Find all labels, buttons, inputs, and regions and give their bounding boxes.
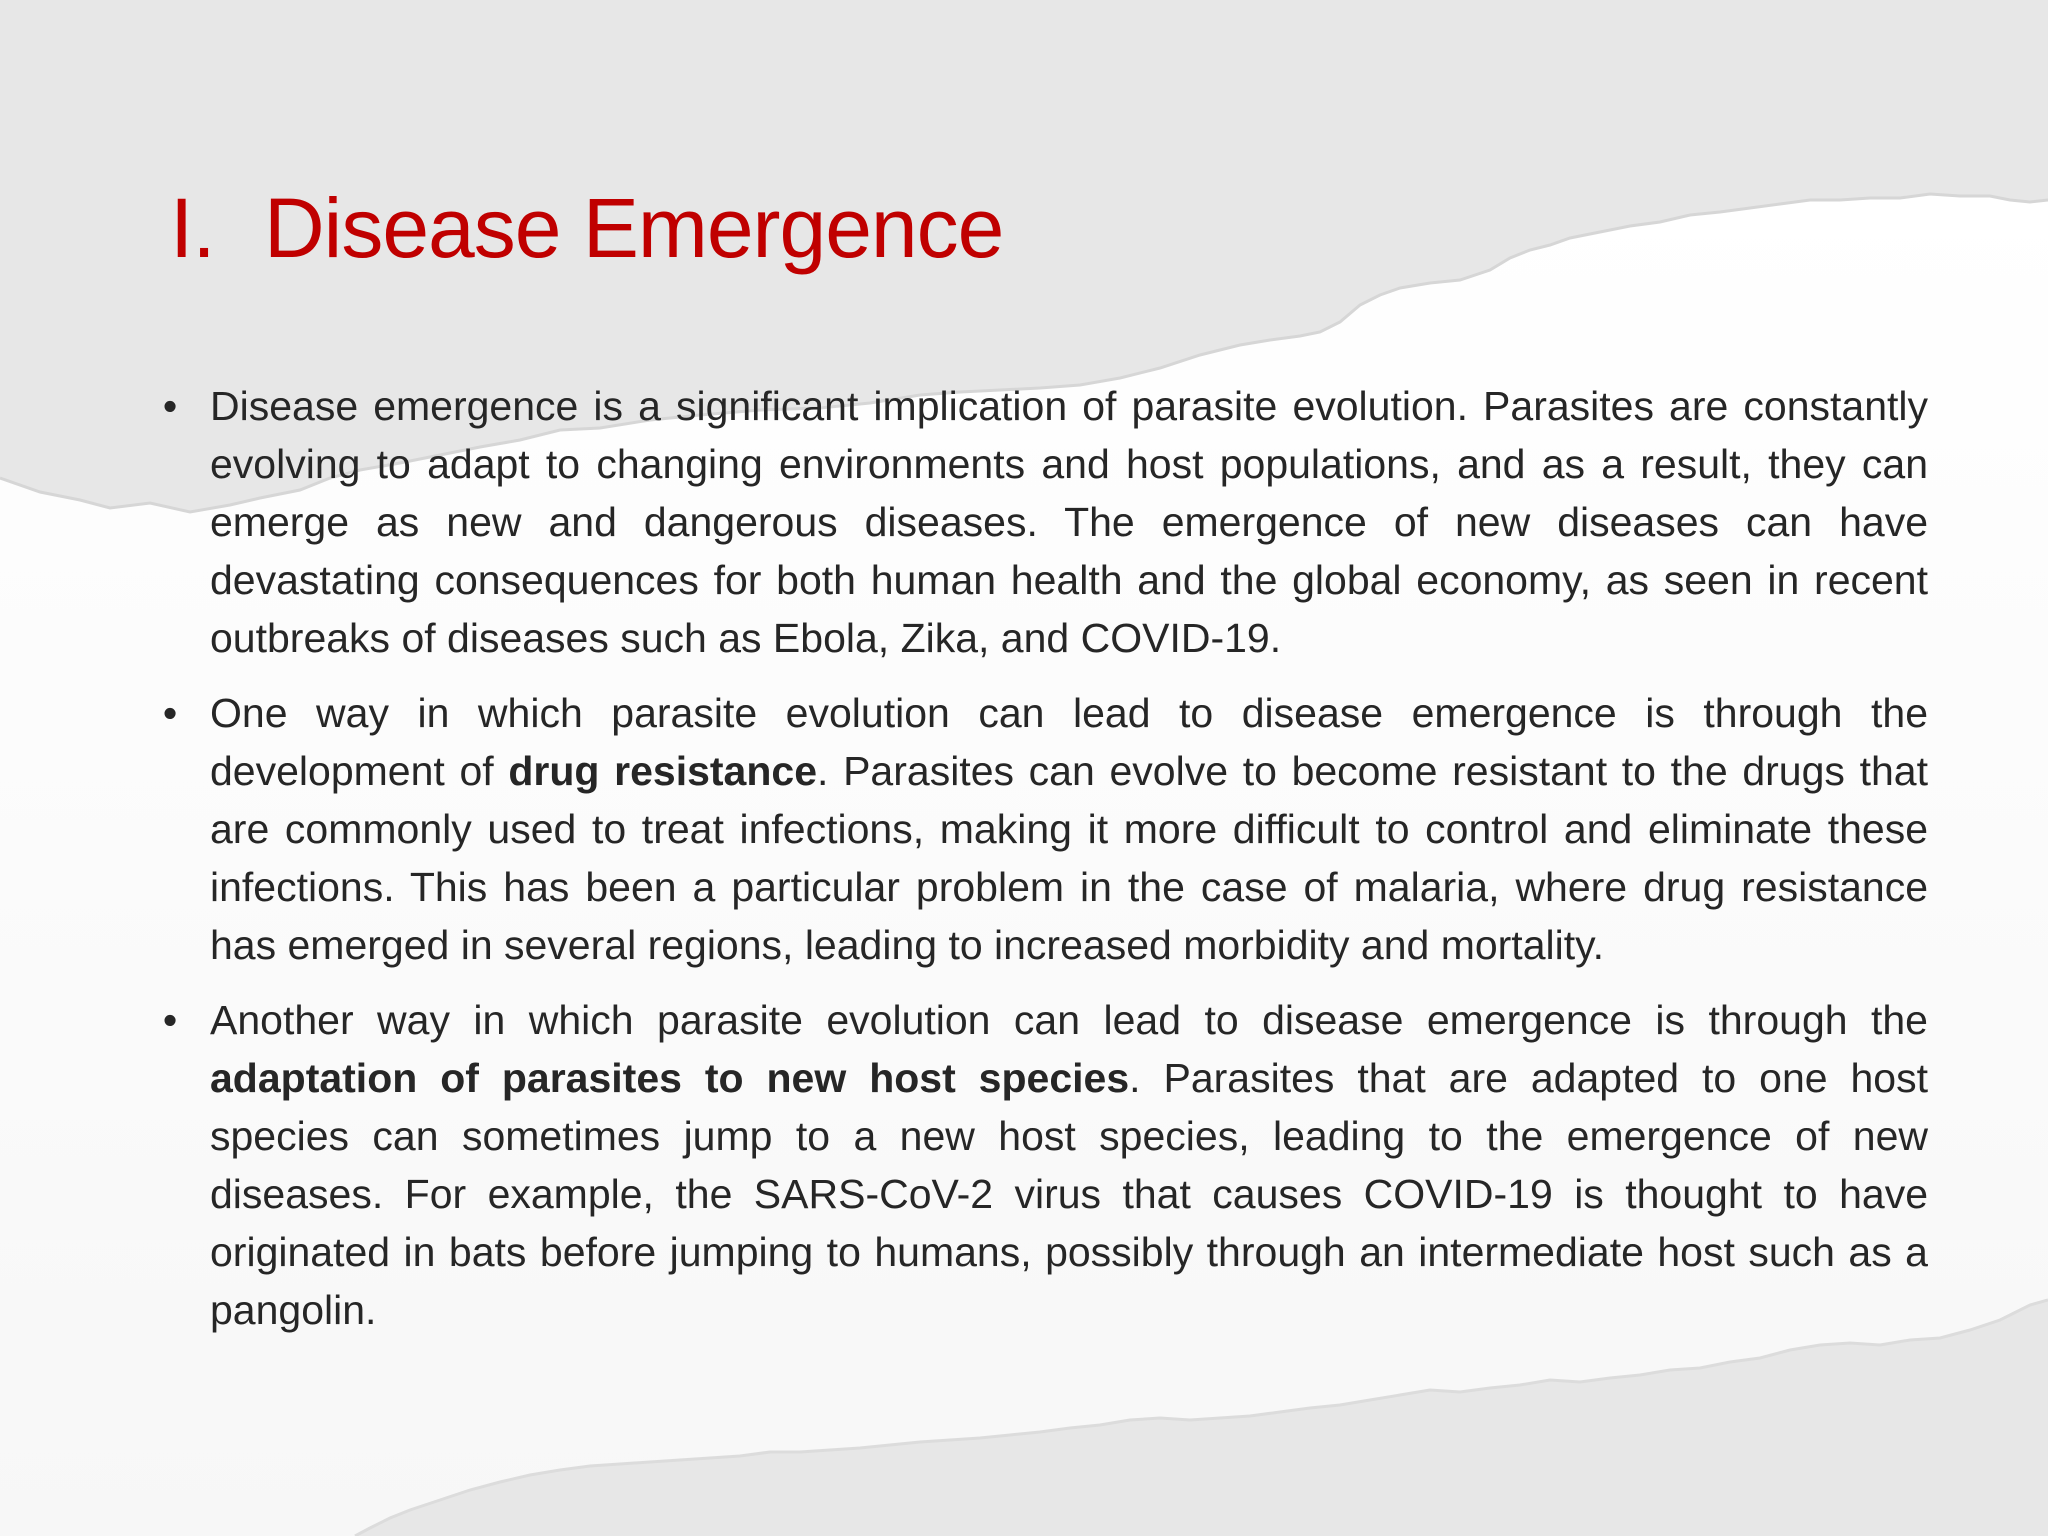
bullet-marker: • [162,383,178,429]
bullet-text-end: . Parasites that are adapted to one host species can sometimes jump to a new host species, leading to the emergence of new diseases. For example, the SARS-CoV-2 virus that causes COVID-19 is thought to have originated in bats before jumping to humans, possibly through an intermediate host such as a pangolin. [210,1055,1928,1333]
slide-title [170,178,1003,278]
slide-title-text: Disease Emergence [264,181,1004,275]
bullet-text-start: Another way in which parasite evolution can lead to disease emergence is through the [210,997,1928,1043]
bullet-list [162,377,1928,1356]
bullet-item-disease-emergence [162,377,1928,667]
bullet-bold-term: drug resistance [508,748,817,794]
bullet-item-host-adaptation [162,991,1928,1339]
bullet-item-drug-resistance [162,684,1928,974]
slide-title-number: I. [170,181,215,275]
bullet-marker: • [162,690,178,736]
bullet-text-end: . Parasites can evolve to become resistant to the drugs that are commonly used to treat infections, making it more difficult to control and eliminate these infections. This has been a particular problem in the case of malaria, where drug resistance has emerged in several regions, leading to increased morbidity and mortality. [210,748,1928,968]
bullet-marker: • [162,997,178,1043]
bullet-bold-term: adaptation of parasites to new host species [210,1055,1130,1101]
bullet-text-start: One way in which parasite evolution can lead to disease emergence is through the development of [210,690,1928,794]
bullet-text: Disease emergence is a significant implication of parasite evolution. Parasites are constantly evolving to adapt to changing environments and host populations, and as a result, they can emerge as new and dangerous diseases. The emergence of new diseases can have devastating consequences for both human health and the global economy, as seen in recent outbreaks of diseases such as Ebola, Zika, and COVID-19. [210,383,1928,661]
